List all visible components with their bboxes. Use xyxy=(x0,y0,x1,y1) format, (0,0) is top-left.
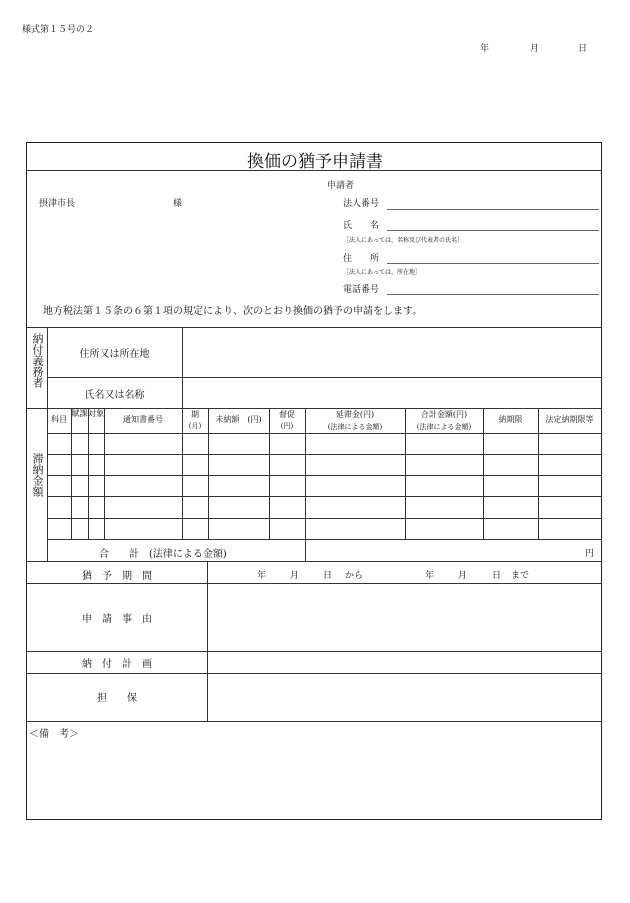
corp-number-field[interactable] xyxy=(387,209,599,210)
row-divider xyxy=(47,518,601,519)
grace-to-day: 日 xyxy=(492,571,502,581)
header-legal-due-date: 法定納期限等 xyxy=(545,415,594,424)
payment-plan-label: 納 付 計 画 xyxy=(82,659,152,670)
section-divider xyxy=(27,721,601,722)
address-note: ［法人にあっては、所在地］ xyxy=(343,269,421,276)
grace-period-label: 猶 予 期 間 xyxy=(82,571,152,582)
table-column-divider xyxy=(104,408,105,539)
row-divider xyxy=(47,377,601,378)
title-divider xyxy=(27,170,601,171)
side-column-divider xyxy=(47,327,48,561)
date-day: 日 xyxy=(578,44,588,54)
taxpayer-name-label: 氏名又は名称 xyxy=(84,390,145,401)
table-column-divider xyxy=(483,408,484,539)
header-taisho: 対象 xyxy=(88,409,104,418)
date-year: 年 xyxy=(480,44,490,54)
row-divider xyxy=(47,539,601,540)
collateral-label: 担 保 xyxy=(97,693,137,704)
table-column-divider xyxy=(88,408,89,539)
header-due-date: 納期限 xyxy=(498,415,523,424)
arrears-total-label: 合 計 (法律による金額) xyxy=(99,549,227,560)
date-month: 月 xyxy=(530,44,540,54)
remarks-label: ＜備 考＞ xyxy=(29,729,79,740)
row-divider xyxy=(47,475,601,476)
section-divider xyxy=(27,561,601,562)
header-period-sub: (月) xyxy=(188,422,202,430)
name-field[interactable] xyxy=(387,230,599,231)
taxpayer-column-divider xyxy=(182,327,183,408)
header-unpaid: 未納額 (円) xyxy=(215,415,262,424)
table-column-divider xyxy=(71,408,72,539)
header-notice-number: 通知書番号 xyxy=(123,415,163,424)
taxpayer-side-label: 納付義務者 xyxy=(31,333,44,388)
section-divider xyxy=(27,583,601,584)
header-late-fee: 延滞金(円) xyxy=(335,410,375,419)
addressee-honorific: 様 xyxy=(173,199,183,209)
section-divider xyxy=(27,327,601,328)
form-title: 換価の猶予申請書 xyxy=(247,152,383,172)
label-column-divider xyxy=(207,561,208,721)
row-divider xyxy=(47,433,601,434)
header-tokusoku-sub: (円) xyxy=(280,422,294,430)
grace-from: から xyxy=(345,571,364,581)
row-divider xyxy=(47,454,601,455)
applicant-heading: 申請者 xyxy=(327,181,355,191)
header-fuka: 賦課 xyxy=(71,409,88,418)
section-divider xyxy=(27,651,601,652)
name-note: ［法人にあっては、名称及び代表者の氏名］ xyxy=(343,237,463,244)
arrears-total-yen: 円 xyxy=(585,549,595,559)
section-divider xyxy=(27,673,601,674)
address-field[interactable] xyxy=(387,263,599,264)
grace-from-day: 日 xyxy=(323,571,333,581)
header-item: 科目 xyxy=(51,415,67,424)
taxpayer-address-label: 住所又は所在地 xyxy=(79,349,150,360)
grace-from-month: 月 xyxy=(290,571,300,581)
declaration-text: 地方税法第１５条の６第１項の規定により、次のとおり換価の猶予の申請をします。 xyxy=(43,306,423,317)
name-label: 氏 名 xyxy=(343,221,380,231)
grace-to: まで xyxy=(511,571,530,581)
row-divider xyxy=(47,496,601,497)
phone-label: 電話番号 xyxy=(343,285,380,295)
table-column-divider xyxy=(538,408,539,539)
header-period: 期 xyxy=(191,410,199,419)
header-total-sub: (法律による金額) xyxy=(416,423,472,431)
table-column-divider xyxy=(208,408,209,539)
grace-to-month: 月 xyxy=(458,571,468,581)
grace-from-year: 年 xyxy=(257,571,267,581)
addressee: 摂津市長 xyxy=(39,199,76,209)
arrears-side-label: 滞納金額 xyxy=(31,453,44,497)
address-label: 住 所 xyxy=(343,254,380,264)
header-tokusoku: 督促 xyxy=(279,410,295,419)
header-total: 合計金額(円) xyxy=(420,410,468,419)
corp-number-label: 法人番号 xyxy=(343,199,380,209)
grace-to-year: 年 xyxy=(425,571,435,581)
phone-field[interactable] xyxy=(387,294,599,295)
form-number: 様式第１５号の２ xyxy=(22,25,95,35)
application-form xyxy=(26,142,602,820)
reason-label: 申 請 事 由 xyxy=(82,614,152,625)
header-late-fee-sub: (法律による金額) xyxy=(327,423,383,431)
